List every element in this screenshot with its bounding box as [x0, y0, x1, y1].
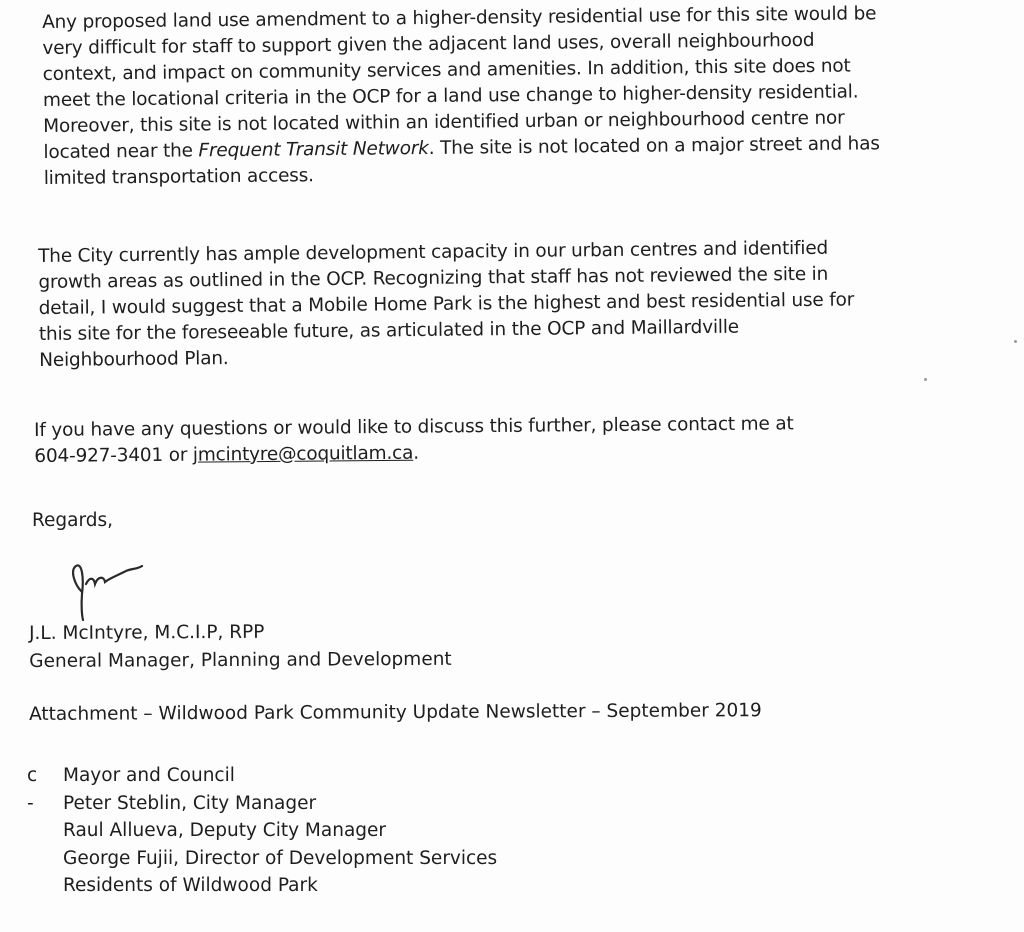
email-link[interactable]: jmcintyre@coquitlam.ca [192, 442, 414, 466]
text-line: very difficult for staff to support given the adjacent land uses, overall neighbourhood [42, 29, 815, 59]
phone-number: 604-927-3401 or [34, 444, 193, 467]
italic-term: Frequent Transit Network [198, 137, 429, 162]
scan-speck [924, 378, 927, 381]
text-line: growth areas as outlined in the OCP. Recognizing that staff has not reviewed the site in [38, 263, 829, 293]
cc-recipient: Raul Allueva, Deputy City Manager [63, 820, 387, 841]
text-line: this site for the foreseeable future, as articulated in the OCP and Maillardville [38, 316, 740, 345]
text-line: Any proposed land use amendment to a higher-density residential use for this site would be [42, 3, 877, 33]
cc-recipient: Peter Steblin, City Manager [63, 792, 317, 814]
text-segment: . [413, 442, 419, 464]
closing-salutation: Regards, [32, 510, 114, 531]
paragraph-contact [34, 411, 794, 470]
text-segment: . The site is not located on a major street and has [428, 133, 880, 159]
paragraph-land-use [42, 1, 880, 192]
signature-block [29, 618, 452, 676]
scan-speck [1014, 340, 1017, 343]
cc-recipient: George Fujii, Director of Development Services [63, 847, 498, 869]
text-line: The City currently has ample development capacity in our urban centres and identified [38, 237, 829, 267]
cc-recipient: Mayor and Council [63, 765, 235, 786]
text-segment: located near the [43, 140, 199, 163]
text-line: limited transportation access. [43, 165, 314, 189]
text-line: context, and impact on community services and amenities. In addition, this site does not [42, 55, 851, 85]
text-line: If you have any questions or would like to discuss this further, please contact me at [34, 413, 794, 441]
handwritten-signature [62, 554, 162, 624]
text-line: Moreover, this site is not located within an identified urban or neighbourhood centre nor [43, 107, 845, 137]
text-line: detail, I would suggest that a Mobile Home Park is the highest and best residential use for [38, 289, 855, 319]
cc-recipient: Residents of Wildwood Park [63, 875, 318, 896]
attachment-note: Attachment – Wildwood Park Community Update Newsletter – September 2019 [29, 700, 762, 725]
cc-marker: c - [27, 765, 38, 814]
text-line [34, 437, 794, 470]
signatory-title: General Manager, Planning and Development [29, 648, 452, 672]
text-line: Neighbourhood Plan. [39, 348, 229, 371]
cc-recipients [63, 762, 497, 900]
paragraph-capacity [38, 235, 855, 374]
signatory-name: J.L. McIntyre, M.C.I.P, RPP [29, 621, 265, 644]
text-line: meet the locational criteria in the OCP for a land use change to higher-density residential. [42, 81, 859, 111]
